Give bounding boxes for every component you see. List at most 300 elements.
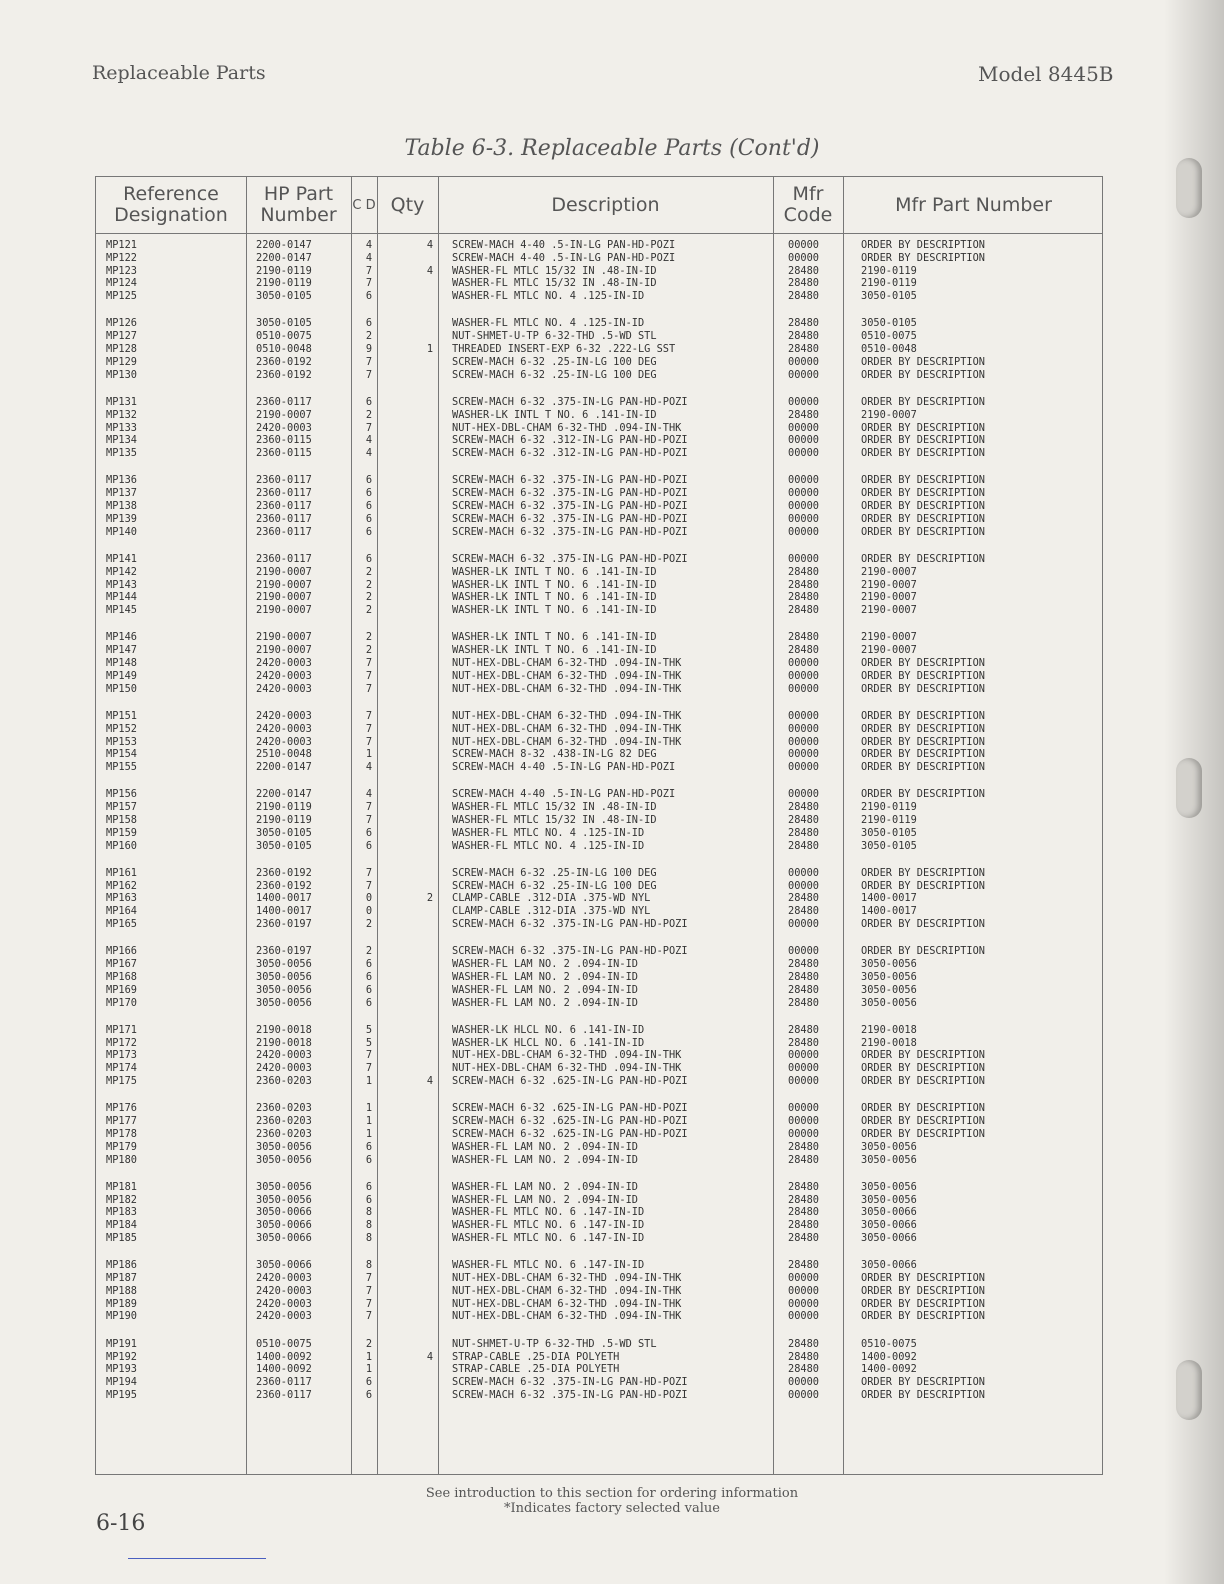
cell-description: NUT-HEX-DBL-CHAM 6-32-THD .094-IN-THK <box>452 1284 682 1297</box>
cell-hp-part-number: 3050-0056 <box>256 970 312 983</box>
cell-hp-part-number: 2360-0197 <box>256 945 312 958</box>
cell-mfr-code: 28480 <box>788 1023 819 1036</box>
cell-cd: 4 <box>365 788 373 801</box>
cell-reference: MP189 <box>106 1297 137 1310</box>
table-row <box>96 1351 1102 1364</box>
cell-reference: MP175 <box>106 1075 137 1088</box>
table-row <box>96 880 1102 893</box>
cell-mfr-code: 28480 <box>788 290 819 303</box>
table-row <box>96 905 1102 918</box>
cell-reference: MP171 <box>106 1023 137 1036</box>
cell-reference: MP136 <box>106 474 137 487</box>
cell-description: SCREW-MACH 6-32 .312-IN-LG PAN-HD-POZI <box>452 447 688 460</box>
cell-mfr-code: 28480 <box>788 565 819 578</box>
cell-mfr-part-number: ORDER BY DESCRIPTION <box>861 474 985 487</box>
cell-hp-part-number: 2360-0192 <box>256 368 312 381</box>
cell-mfr-code: 28480 <box>788 591 819 604</box>
table-row <box>96 1141 1102 1154</box>
cell-mfr-code: 28480 <box>788 408 819 421</box>
cell-reference: MP161 <box>106 866 137 879</box>
cell-hp-part-number: 2190-0007 <box>256 565 312 578</box>
table-row <box>96 422 1102 435</box>
table-row <box>96 1154 1102 1167</box>
cell-mfr-part-number: 3050-0056 <box>861 1193 917 1206</box>
table-row <box>96 1049 1102 1062</box>
cell-cd: 5 <box>365 1023 373 1036</box>
cell-description: SCREW-MACH 6-32 .375-IN-LG PAN-HD-POZI <box>452 512 688 525</box>
cell-reference: MP144 <box>106 591 137 604</box>
cell-reference: MP123 <box>106 264 137 277</box>
cell-mfr-part-number: 0510-0075 <box>861 330 917 343</box>
cell-reference: MP184 <box>106 1219 137 1232</box>
cell-reference: MP147 <box>106 644 137 657</box>
cell-hp-part-number: 2420-0003 <box>256 1310 312 1323</box>
cell-mfr-part-number: ORDER BY DESCRIPTION <box>861 434 985 447</box>
cell-reference: MP124 <box>106 277 137 290</box>
cell-mfr-code: 00000 <box>788 1376 819 1389</box>
cell-description: NUT-HEX-DBL-CHAM 6-32-THD .094-IN-THK <box>452 1049 682 1062</box>
cell-cd: 4 <box>365 239 373 251</box>
cell-reference: MP195 <box>106 1388 137 1401</box>
cell-mfr-part-number: 3050-0066 <box>861 1206 917 1219</box>
column-header-hp-part: HP Part Number <box>260 183 337 226</box>
table-row <box>96 265 1102 278</box>
table-row <box>96 892 1102 905</box>
table-row <box>96 971 1102 984</box>
cell-description: WASHER-FL LAM NO. 2 .094-IN-ID <box>452 958 638 971</box>
cell-reference: MP138 <box>106 500 137 513</box>
cell-mfr-code: 28480 <box>788 1363 819 1376</box>
cell-cd: 7 <box>365 1062 373 1075</box>
table-row <box>96 958 1102 971</box>
cell-hp-part-number: 2420-0003 <box>256 1272 312 1285</box>
cell-mfr-part-number: 3050-0056 <box>861 1140 917 1153</box>
column-header-description: Description <box>551 193 660 216</box>
cell-mfr-code: 00000 <box>788 918 819 931</box>
cell-hp-part-number: 2190-0007 <box>256 604 312 617</box>
cell-description: WASHER-FL LAM NO. 2 .094-IN-ID <box>452 996 638 1009</box>
cell-cd: 6 <box>365 525 373 538</box>
cell-reference: MP177 <box>106 1115 137 1128</box>
cell-description: WASHER-FL MTLC 15/32 IN .48-IN-ID <box>452 801 657 814</box>
cell-cd: 6 <box>365 474 373 487</box>
cell-reference: MP122 <box>106 251 137 264</box>
cell-description: SCREW-MACH 6-32 .375-IN-LG PAN-HD-POZI <box>452 1388 688 1401</box>
cell-mfr-code: 28480 <box>788 813 819 826</box>
cell-description: WASHER-LK INTL T NO. 6 .141-IN-ID <box>452 591 657 604</box>
cell-description: NUT-HEX-DBL-CHAM 6-32-THD .094-IN-THK <box>452 682 682 695</box>
cell-description: NUT-HEX-DBL-CHAM 6-32-THD .094-IN-THK <box>452 1272 682 1285</box>
cell-cd: 4 <box>365 434 373 447</box>
cell-cd: 6 <box>365 1388 373 1401</box>
cell-description: WASHER-FL MTLC 15/32 IN .48-IN-ID <box>452 277 657 290</box>
cell-mfr-code: 28480 <box>788 958 819 971</box>
cell-hp-part-number: 3050-0105 <box>256 290 312 303</box>
cell-description: WASHER-FL MTLC NO. 4 .125-IN-ID <box>452 290 645 303</box>
cell-hp-part-number: 0510-0075 <box>256 1337 312 1350</box>
cell-reference: MP154 <box>106 748 137 761</box>
cell-hp-part-number: 2420-0003 <box>256 1284 312 1297</box>
cell-reference: MP143 <box>106 578 137 591</box>
cell-hp-part-number: 3050-0056 <box>256 983 312 996</box>
cell-hp-part-number: 2190-0018 <box>256 1036 312 1049</box>
cell-cd: 6 <box>365 552 373 565</box>
cell-cd: 7 <box>365 801 373 814</box>
cell-mfr-code: 00000 <box>788 788 819 801</box>
cell-reference: MP153 <box>106 735 137 748</box>
cell-hp-part-number: 2360-0192 <box>256 355 312 368</box>
cell-reference: MP178 <box>106 1127 137 1140</box>
cell-description: WASHER-LK INTL T NO. 6 .141-IN-ID <box>452 604 657 617</box>
cell-reference: MP121 <box>106 239 137 251</box>
table-row <box>96 1075 1102 1088</box>
cell-reference: MP160 <box>106 839 137 852</box>
cell-mfr-part-number: ORDER BY DESCRIPTION <box>861 368 985 381</box>
cell-reference: MP130 <box>106 368 137 381</box>
cell-mfr-part-number: ORDER BY DESCRIPTION <box>861 1297 985 1310</box>
cell-mfr-code: 00000 <box>788 1284 819 1297</box>
cell-cd: 4 <box>365 761 373 774</box>
cell-cd: 1 <box>365 1127 373 1140</box>
cell-mfr-code: 28480 <box>788 1180 819 1193</box>
cell-mfr-part-number: ORDER BY DESCRIPTION <box>861 1272 985 1285</box>
table-row <box>96 867 1102 880</box>
cell-reference: MP137 <box>106 487 137 500</box>
cell-reference: MP190 <box>106 1310 137 1323</box>
cell-hp-part-number: 2420-0003 <box>256 722 312 735</box>
cell-mfr-code: 28480 <box>788 317 819 330</box>
cell-description: WASHER-FL MTLC NO. 4 .125-IN-ID <box>452 317 645 330</box>
cell-hp-part-number: 3050-0056 <box>256 996 312 1009</box>
table-row <box>96 631 1102 644</box>
cell-reference: MP186 <box>106 1259 137 1272</box>
cell-mfr-code: 00000 <box>788 1049 819 1062</box>
table-row <box>96 487 1102 500</box>
cell-cd: 8 <box>365 1259 373 1272</box>
table-row <box>96 239 1102 252</box>
cell-mfr-part-number: 2190-0119 <box>861 264 917 277</box>
cell-hp-part-number: 2190-0119 <box>256 813 312 826</box>
table-row <box>96 1062 1102 1075</box>
table-body <box>96 239 1102 1416</box>
table-row <box>96 761 1102 774</box>
cell-mfr-code: 28480 <box>788 1232 819 1244</box>
table-row <box>96 670 1102 683</box>
cell-description: SCREW-MACH 6-32 .375-IN-LG PAN-HD-POZI <box>452 1376 688 1389</box>
cell-mfr-part-number: 2190-0007 <box>861 604 917 617</box>
cell-qty: 1 <box>426 343 434 356</box>
cell-mfr-part-number: ORDER BY DESCRIPTION <box>861 879 985 892</box>
table-row <box>96 343 1102 356</box>
table-row <box>96 814 1102 827</box>
running-header-right: Model 8445B <box>978 62 1114 86</box>
cell-hp-part-number: 2360-0117 <box>256 474 312 487</box>
cell-mfr-code: 00000 <box>788 945 819 958</box>
cell-cd: 2 <box>365 945 373 958</box>
cell-cd: 7 <box>365 1297 373 1310</box>
cell-mfr-part-number: ORDER BY DESCRIPTION <box>861 918 985 931</box>
row-group <box>96 396 1102 460</box>
cell-mfr-part-number: ORDER BY DESCRIPTION <box>861 251 985 264</box>
cell-reference: MP158 <box>106 813 137 826</box>
cell-mfr-part-number: 3050-0105 <box>861 317 917 330</box>
row-group <box>96 1259 1102 1323</box>
cell-reference: MP140 <box>106 525 137 538</box>
row-group <box>96 631 1102 695</box>
cell-cd: 6 <box>365 395 373 408</box>
cell-cd: 6 <box>365 958 373 971</box>
cell-hp-part-number: 3050-0056 <box>256 1180 312 1193</box>
cell-cd: 6 <box>365 1180 373 1193</box>
cell-cd: 6 <box>365 983 373 996</box>
cell-hp-part-number: 2360-0115 <box>256 434 312 447</box>
cell-cd: 2 <box>365 591 373 604</box>
cell-description: WASHER-FL LAM NO. 2 .094-IN-ID <box>452 983 638 996</box>
header-divider <box>96 233 1102 234</box>
binder-hole <box>1176 1360 1202 1420</box>
cell-cd: 7 <box>365 866 373 879</box>
cell-cd: 6 <box>365 1140 373 1153</box>
running-header-left: Replaceable Parts <box>92 62 266 84</box>
cell-mfr-code: 28480 <box>788 996 819 1009</box>
cell-cd: 2 <box>365 1337 373 1350</box>
cell-hp-part-number: 2360-0117 <box>256 512 312 525</box>
cell-cd: 7 <box>365 368 373 381</box>
cell-cd: 9 <box>365 343 373 356</box>
cell-cd: 7 <box>365 421 373 434</box>
cell-cd: 4 <box>365 251 373 264</box>
cell-mfr-part-number: ORDER BY DESCRIPTION <box>861 355 985 368</box>
cell-hp-part-number: 2190-0007 <box>256 578 312 591</box>
cell-mfr-code: 00000 <box>788 722 819 735</box>
cell-description: NUT-HEX-DBL-CHAM 6-32-THD .094-IN-THK <box>452 1310 682 1323</box>
cell-description: NUT-HEX-DBL-CHAM 6-32-THD .094-IN-THK <box>452 722 682 735</box>
table-row <box>96 1232 1102 1245</box>
cell-mfr-code: 00000 <box>788 355 819 368</box>
table-row <box>96 447 1102 460</box>
cell-hp-part-number: 2190-0018 <box>256 1023 312 1036</box>
cell-description: SCREW-MACH 6-32 .375-IN-LG PAN-HD-POZI <box>452 525 688 538</box>
table-row <box>96 474 1102 487</box>
cell-mfr-part-number: ORDER BY DESCRIPTION <box>861 1115 985 1128</box>
row-group <box>96 474 1102 538</box>
cell-mfr-code: 00000 <box>788 434 819 447</box>
cell-description: SCREW-MACH 4-40 .5-IN-LG PAN-HD-POZI <box>452 251 676 264</box>
cell-mfr-code: 00000 <box>788 1310 819 1323</box>
cell-description: SCREW-MACH 6-32 .25-IN-LG 100 DEG <box>452 866 657 879</box>
cell-mfr-code: 28480 <box>788 801 819 814</box>
cell-mfr-code: 00000 <box>788 1062 819 1075</box>
cell-mfr-part-number: 1400-0017 <box>861 905 917 918</box>
cell-mfr-part-number: ORDER BY DESCRIPTION <box>861 1102 985 1115</box>
binder-hole <box>1176 158 1202 218</box>
cell-description: STRAP-CABLE .25-DIA POLYETH <box>452 1363 620 1376</box>
cell-mfr-part-number: ORDER BY DESCRIPTION <box>861 669 985 682</box>
cell-hp-part-number: 2360-0197 <box>256 918 312 931</box>
cell-cd: 6 <box>365 839 373 852</box>
table-row <box>96 591 1102 604</box>
cell-cd: 7 <box>365 1310 373 1323</box>
cell-description: SCREW-MACH 6-32 .375-IN-LG PAN-HD-POZI <box>452 945 688 958</box>
cell-reference: MP141 <box>106 552 137 565</box>
cell-description: CLAMP-CABLE .312-DIA .375-WD NYL <box>452 905 651 918</box>
footer-note-factory: *Indicates factory selected value <box>503 1501 720 1516</box>
cell-reference: MP182 <box>106 1193 137 1206</box>
cell-description: WASHER-FL MTLC NO. 4 .125-IN-ID <box>452 826 645 839</box>
cell-reference: MP162 <box>106 879 137 892</box>
cell-cd: 8 <box>365 1232 373 1244</box>
cell-reference: MP131 <box>106 395 137 408</box>
cell-mfr-part-number: 3050-0056 <box>861 970 917 983</box>
cell-mfr-part-number: ORDER BY DESCRIPTION <box>861 788 985 801</box>
table-row <box>96 317 1102 330</box>
cell-hp-part-number: 2360-0203 <box>256 1127 312 1140</box>
cell-hp-part-number: 2420-0003 <box>256 709 312 722</box>
table-row <box>96 1338 1102 1351</box>
cell-reference: MP159 <box>106 826 137 839</box>
cell-mfr-code: 00000 <box>788 879 819 892</box>
cell-mfr-code: 00000 <box>788 748 819 761</box>
cell-cd: 5 <box>365 1036 373 1049</box>
table-row <box>96 1194 1102 1207</box>
cell-mfr-part-number: ORDER BY DESCRIPTION <box>861 1075 985 1088</box>
cell-mfr-part-number: ORDER BY DESCRIPTION <box>861 421 985 434</box>
cell-cd: 7 <box>365 1049 373 1062</box>
cell-reference: MP183 <box>106 1206 137 1219</box>
cell-reference: MP173 <box>106 1049 137 1062</box>
table-row <box>96 1376 1102 1389</box>
cell-cd: 2 <box>365 408 373 421</box>
cell-mfr-part-number: 3050-0066 <box>861 1219 917 1232</box>
table-row <box>96 984 1102 997</box>
cell-hp-part-number: 2190-0119 <box>256 277 312 290</box>
table-row <box>96 1128 1102 1141</box>
cell-reference: MP168 <box>106 970 137 983</box>
binder-hole <box>1176 758 1202 818</box>
cell-mfr-part-number: 3050-0056 <box>861 1153 917 1166</box>
table-row <box>96 1115 1102 1128</box>
table-row <box>96 396 1102 409</box>
cell-mfr-part-number: ORDER BY DESCRIPTION <box>861 239 985 251</box>
row-group <box>96 788 1102 852</box>
cell-mfr-part-number: ORDER BY DESCRIPTION <box>861 722 985 735</box>
cell-mfr-part-number: ORDER BY DESCRIPTION <box>861 500 985 513</box>
cell-mfr-part-number: 2190-0007 <box>861 631 917 644</box>
table-row <box>96 1285 1102 1298</box>
cell-hp-part-number: 2360-0117 <box>256 1388 312 1401</box>
cell-cd: 6 <box>365 487 373 500</box>
cell-description: SCREW-MACH 6-32 .25-IN-LG 100 DEG <box>452 368 657 381</box>
table-row <box>96 736 1102 749</box>
cell-cd: 2 <box>365 578 373 591</box>
cell-mfr-code: 00000 <box>788 395 819 408</box>
cell-hp-part-number: 2360-0203 <box>256 1102 312 1115</box>
page-number: 6-16 <box>96 1511 146 1536</box>
cell-qty: 4 <box>426 239 434 251</box>
cell-hp-part-number: 2360-0203 <box>256 1115 312 1128</box>
cell-hp-part-number: 3050-0066 <box>256 1259 312 1272</box>
cell-hp-part-number: 3050-0105 <box>256 839 312 852</box>
cell-description: NUT-HEX-DBL-CHAM 6-32-THD .094-IN-THK <box>452 1297 682 1310</box>
cell-reference: MP142 <box>106 565 137 578</box>
cell-mfr-part-number: ORDER BY DESCRIPTION <box>861 512 985 525</box>
column-header-mfr-part: Mfr Part Number <box>895 193 1052 216</box>
table-row <box>96 1219 1102 1232</box>
cell-mfr-code: 00000 <box>788 657 819 670</box>
table-row <box>96 918 1102 931</box>
cell-hp-part-number: 1400-0017 <box>256 892 312 905</box>
cell-description: WASHER-LK HLCL NO. 6 .141-IN-ID <box>452 1023 645 1036</box>
cell-reference: MP127 <box>106 330 137 343</box>
cell-hp-part-number: 2360-0115 <box>256 447 312 460</box>
cell-mfr-code: 28480 <box>788 1259 819 1272</box>
cell-mfr-part-number: 3050-0066 <box>861 1232 917 1244</box>
cell-mfr-part-number: ORDER BY DESCRIPTION <box>861 447 985 460</box>
cell-reference: MP128 <box>106 343 137 356</box>
cell-description: SCREW-MACH 6-32 .25-IN-LG 100 DEG <box>452 879 657 892</box>
cell-mfr-code: 00000 <box>788 251 819 264</box>
cell-mfr-code: 28480 <box>788 644 819 657</box>
cell-mfr-part-number: 2190-0007 <box>861 565 917 578</box>
cell-hp-part-number: 2420-0003 <box>256 657 312 670</box>
cell-cd: 7 <box>365 813 373 826</box>
cell-hp-part-number: 2190-0007 <box>256 631 312 644</box>
table-row <box>96 945 1102 958</box>
cell-mfr-part-number: 2190-0007 <box>861 578 917 591</box>
cell-mfr-code: 00000 <box>788 682 819 695</box>
cell-hp-part-number: 0510-0048 <box>256 343 312 356</box>
cell-description: SCREW-MACH 6-32 .625-IN-LG PAN-HD-POZI <box>452 1075 688 1088</box>
cell-reference: MP139 <box>106 512 137 525</box>
cell-reference: MP146 <box>106 631 137 644</box>
table-row <box>96 526 1102 539</box>
cell-mfr-code: 28480 <box>788 826 819 839</box>
cell-cd: 7 <box>365 879 373 892</box>
cell-cd: 6 <box>365 317 373 330</box>
cell-mfr-part-number: ORDER BY DESCRIPTION <box>861 682 985 695</box>
cell-mfr-part-number: ORDER BY DESCRIPTION <box>861 487 985 500</box>
cell-qty: 4 <box>426 264 434 277</box>
cell-reference: MP181 <box>106 1180 137 1193</box>
row-group <box>96 1102 1102 1166</box>
cell-hp-part-number: 2200-0147 <box>256 251 312 264</box>
cell-description: WASHER-FL MTLC 15/32 IN .48-IN-ID <box>452 264 657 277</box>
cell-mfr-code: 00000 <box>788 1102 819 1115</box>
cell-description: CLAMP-CABLE .312-DIA .375-WD NYL <box>452 892 651 905</box>
cell-cd: 0 <box>365 905 373 918</box>
table-row <box>96 513 1102 526</box>
cell-reference: MP152 <box>106 722 137 735</box>
cell-reference: MP126 <box>106 317 137 330</box>
table-row <box>96 330 1102 343</box>
table-row <box>96 657 1102 670</box>
cell-mfr-code: 00000 <box>788 735 819 748</box>
cell-hp-part-number: 2200-0147 <box>256 788 312 801</box>
cell-description: SCREW-MACH 4-40 .5-IN-LG PAN-HD-POZI <box>452 788 676 801</box>
cell-mfr-code: 28480 <box>788 631 819 644</box>
cell-cd: 6 <box>365 1193 373 1206</box>
cell-description: NUT-HEX-DBL-CHAM 6-32-THD .094-IN-THK <box>452 735 682 748</box>
cell-description: SCREW-MACH 6-32 .375-IN-LG PAN-HD-POZI <box>452 474 688 487</box>
cell-hp-part-number: 3050-0066 <box>256 1219 312 1232</box>
cell-hp-part-number: 2360-0203 <box>256 1075 312 1088</box>
cell-mfr-code: 28480 <box>788 578 819 591</box>
cell-hp-part-number: 2190-0007 <box>256 644 312 657</box>
cell-cd: 2 <box>365 918 373 931</box>
table-row <box>96 827 1102 840</box>
cell-hp-part-number: 2420-0003 <box>256 669 312 682</box>
cell-mfr-part-number: ORDER BY DESCRIPTION <box>861 709 985 722</box>
